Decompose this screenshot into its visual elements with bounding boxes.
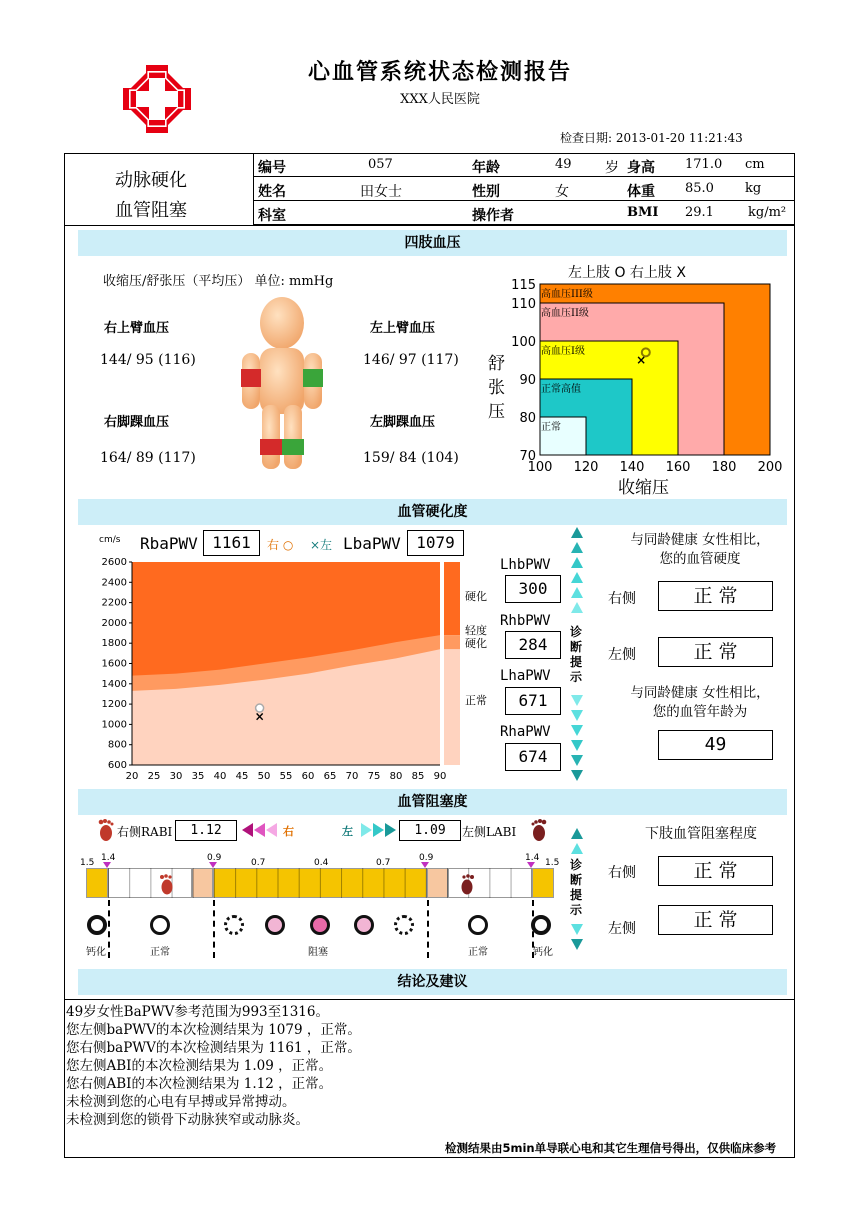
bmi-value: 29.1 [685, 205, 714, 220]
bp-zone-chart [500, 276, 790, 476]
vessel-ring-icon [531, 915, 551, 935]
y-tick-label: 1000 [101, 719, 127, 731]
pwv-down-arrows [571, 695, 583, 785]
pwv-legend-hard [444, 562, 460, 635]
pwv-unit: cm/s [99, 535, 121, 545]
right-marker: 右 ○ [267, 538, 294, 552]
x-tick-label: 200 [757, 460, 783, 475]
x-tick-label: 140 [619, 460, 645, 475]
y-tick-label: 1800 [101, 638, 127, 650]
y-tick-label: 110 [511, 297, 536, 312]
y-tick-label: 80 [519, 411, 536, 426]
x-tick-label: 25 [147, 771, 161, 782]
x-tick-label: 80 [389, 771, 403, 782]
weight-value: 85.0 [685, 181, 714, 196]
right-foot-marker-icon [157, 872, 177, 900]
conclusion-line: 您右侧ABI的本次检测结果为 1.12 ，正常。 [66, 1076, 333, 1092]
weight-unit: kg [745, 181, 762, 196]
lhb-value: 300 [505, 575, 561, 603]
bp-chart-xlabel: 收缩压 [618, 478, 669, 498]
abi-right-label: 右侧 [608, 865, 636, 881]
abi-right-result: 正 常 [658, 856, 773, 886]
abi-right-char: 右 [283, 825, 294, 838]
section-pwv-title: 血管硬化度 [78, 499, 787, 525]
footnote: 检测结果由5min单导联心电和其它生理信号得出，仅供临床参考 [445, 1141, 777, 1155]
zone-calc-left: 钙化 [86, 947, 106, 958]
band-mild-label: 轻度 硬化 [465, 624, 487, 650]
lba-value: 1079 [407, 530, 464, 556]
y-tick-label: 2200 [101, 597, 127, 609]
scale-label: 0.7 [376, 858, 391, 868]
height-value: 171.0 [685, 157, 723, 172]
scale-label: 0.9 [419, 853, 434, 863]
bp-chart-legend: 左上肢 O 右上肢 X [568, 265, 686, 281]
rhb-label: RhbPWV [500, 613, 551, 629]
lba-label: LbaPWV [343, 534, 401, 553]
bp-note: 收缩压/舒张压（平均压） 单位: mmHg [103, 274, 334, 289]
right-arm-value: 144/ 95 (116) [100, 352, 196, 368]
abi-down-arrows [571, 924, 583, 950]
x-tick-label: 50 [257, 771, 271, 782]
conclusion-text [66, 1003, 361, 1129]
left-foot-marker-icon [457, 872, 477, 900]
abi-diag-hint: 诊断提示 [570, 858, 583, 917]
category-line1: 动脉硬化 [115, 170, 187, 191]
vessel-ring-icon [224, 915, 244, 935]
rabi-value: 1.12 [175, 820, 237, 841]
y-tick-label: 800 [107, 739, 127, 751]
pwv-right-label: 右侧 [608, 591, 636, 607]
y-tick-label: 1200 [101, 699, 127, 711]
section-bp-title: 四肢血压 [78, 230, 787, 256]
right-foot-icon [95, 818, 117, 846]
vessel-ring-icon [310, 915, 330, 935]
labi-label: 左侧LABI [462, 825, 517, 839]
left-foot-icon [528, 818, 550, 846]
weight-label: 体重 [627, 184, 655, 200]
right-ankle-value: 164/ 89 (117) [100, 450, 196, 466]
rabi-label: 右侧RABI [117, 825, 173, 839]
left-marker: ×左 [310, 538, 333, 552]
abi-left-label: 左侧 [608, 921, 636, 937]
bp-zone-label: 正常高值 [541, 384, 581, 395]
compare-title: 与同龄健康 女性相比， 您的血管硬度 [630, 532, 770, 567]
category-line2: 血管阻塞 [115, 200, 187, 221]
vessel-ring-icon [468, 915, 488, 935]
name-label: 姓名 [258, 184, 286, 200]
zone-normal-right: 正常 [468, 947, 488, 958]
right-ankle-label: 右脚踝血压 [104, 415, 170, 430]
id-label: 编号 [258, 160, 286, 176]
vessel-ring-icon [354, 915, 374, 935]
conclusion-line: 49岁女性BaPWV参考范围为993至1316。 [66, 1004, 329, 1020]
operator-label: 操作者 [472, 208, 514, 224]
y-tick-label: 1400 [101, 678, 127, 690]
lha-value: 671 [505, 687, 561, 715]
vascular-age: 49 [658, 730, 773, 760]
height-label: 身高 [627, 160, 655, 176]
conclusion-line: 未检测到您的心电有早搏或异常搏动。 [66, 1094, 296, 1110]
x-tick-label: 65 [323, 771, 337, 782]
scale-label: 1.4 [525, 853, 540, 863]
sex-label: 性别 [472, 184, 500, 200]
age-unit: 岁 [605, 160, 619, 176]
y-tick-label: 2600 [101, 557, 127, 568]
pwv-left-label: 左侧 [608, 647, 636, 663]
x-tick-label: 40 [213, 771, 227, 782]
x-tick-label: 70 [345, 771, 359, 782]
labi-value: 1.09 [399, 820, 461, 841]
age-label: 年龄 [472, 160, 500, 176]
rha-value: 674 [505, 743, 561, 771]
zone-divider [108, 900, 111, 958]
pwv-age-chart [90, 555, 470, 785]
pwv-up-arrows [571, 527, 583, 617]
x-tick-label: 60 [301, 771, 315, 782]
x-tick-label: 35 [191, 771, 205, 782]
abi-degree-title: 下肢血管阻塞程度 [645, 826, 757, 842]
y-tick-label: 115 [511, 278, 536, 293]
abi-up-arrows [571, 828, 583, 854]
vessel-ring-icon [87, 915, 107, 935]
bmi-label: BMI [627, 205, 659, 220]
hospital-name: XXX人民医院 [400, 92, 480, 107]
sex-value: 女 [555, 184, 569, 200]
band-hard-label: 硬化 [465, 590, 487, 603]
rha-label: RhaPWV [500, 724, 551, 740]
vessel-ring-icon [394, 915, 414, 935]
zone-calc-right: 钙化 [533, 947, 553, 958]
rhb-value: 284 [505, 631, 561, 659]
zone-normal-left: 正常 [150, 947, 170, 958]
scale-label: 0.4 [314, 858, 329, 868]
vessel-ring-icon [150, 915, 170, 935]
age-value: 49 [555, 157, 572, 172]
right-arm-label: 右上臂血压 [104, 321, 170, 336]
left-arm-label: 左上臂血压 [370, 321, 436, 336]
pwv-right-result: 正 常 [658, 581, 773, 611]
y-tick-label: 70 [519, 449, 536, 464]
scale-seg-calc [532, 868, 554, 898]
section-conclusion-title: 结论及建议 [78, 969, 787, 995]
x-tick-label: 100 [527, 460, 553, 475]
pwv-legend-normal [444, 649, 460, 765]
report-title: 心血管系统状态检测报告 [307, 59, 572, 85]
x-tick-label: 45 [235, 771, 249, 782]
zone-divider [213, 900, 216, 958]
dept-label: 科室 [258, 208, 286, 224]
y-tick-label: 90 [519, 373, 536, 388]
x-tick-label: 120 [573, 460, 599, 475]
abi-left-char: 左 [342, 825, 353, 838]
bp-zone-label: 高血压III级 [541, 289, 593, 300]
x-tick-label: 55 [279, 771, 293, 782]
x-tick-label: 20 [125, 771, 139, 782]
conclusion-line: 您左侧baPWV的本次检测结果为 1079 ，正常。 [66, 1022, 361, 1038]
scale-seg-calc [86, 868, 108, 898]
left-ankle-value: 159/ 84 (104) [363, 450, 459, 466]
scale-label: 0.7 [251, 858, 266, 868]
x-tick-label: 160 [665, 460, 691, 475]
zone-divider [427, 900, 430, 958]
rba-value: 1161 [203, 530, 260, 556]
y-tick-label: 1600 [101, 658, 127, 670]
scale-label: 1.5 [545, 858, 560, 868]
bp-zone-label: 高血压I级 [541, 346, 585, 357]
y-tick-label: 2000 [101, 617, 127, 629]
x-tick-label: 30 [169, 771, 183, 782]
vessel-ring-icon [265, 915, 285, 935]
bp-zone-label: 高血压II级 [541, 308, 589, 319]
name-value: 田女士 [360, 184, 402, 200]
y-tick-label: 600 [107, 760, 127, 771]
bp-zone-label: 正常 [541, 422, 561, 433]
lha-label: LhaPWV [500, 668, 551, 684]
zone-block: 阻塞 [308, 947, 328, 958]
pwv-legend-mild [444, 635, 460, 649]
body-figure-icon [238, 293, 326, 473]
conclusion-line: 您右侧baPWV的本次检测结果为 1161 ，正常。 [66, 1040, 361, 1056]
lhb-label: LhbPWV [500, 557, 551, 573]
scale-label: 0.9 [207, 853, 222, 863]
age-compare-title: 与同龄健康 女性相比， 您的血管年龄为 [630, 685, 770, 720]
x-tick-label: 180 [711, 460, 737, 475]
left-arm-value: 146/ 97 (117) [363, 352, 459, 368]
y-tick-label: 100 [511, 335, 536, 350]
info-divider [64, 225, 795, 226]
section-abi-title: 血管阻塞度 [78, 789, 787, 815]
bp-chart-ylabel: 舒张压 [488, 354, 505, 422]
right-arrows-icon [241, 822, 279, 842]
check-date: 检查日期: 2013-01-20 11:21:43 [560, 131, 743, 145]
scale-label: 1.4 [101, 853, 116, 863]
conclusion-divider [64, 999, 795, 1000]
rba-label: RbaPWV [140, 534, 198, 553]
left-ankle-label: 左脚踝血压 [370, 415, 436, 430]
pwv-left-result: 正 常 [658, 637, 773, 667]
x-tick-label: 85 [411, 771, 425, 782]
pwv-point-left: × [254, 709, 265, 724]
bp-point-right-arm: × [636, 353, 647, 367]
bmi-unit: kg/m² [748, 205, 787, 220]
x-tick-label: 90 [433, 771, 447, 782]
left-arrows-icon [359, 822, 397, 842]
conclusion-line: 未检测到您的锁骨下动脉狭窄或动脉炎。 [66, 1112, 309, 1128]
pwv-diag-hint: 诊断提示 [570, 625, 583, 684]
height-unit: cm [745, 157, 765, 172]
y-tick-label: 2400 [101, 577, 127, 589]
scale-label: 1.5 [80, 858, 95, 868]
id-value: 057 [368, 157, 393, 172]
abi-left-result: 正 常 [658, 905, 773, 935]
conclusion-line: 您左侧ABI的本次检测结果为 1.09 ，正常。 [66, 1058, 333, 1074]
x-tick-label: 75 [367, 771, 381, 782]
band-normal-label: 正常 [465, 694, 487, 707]
